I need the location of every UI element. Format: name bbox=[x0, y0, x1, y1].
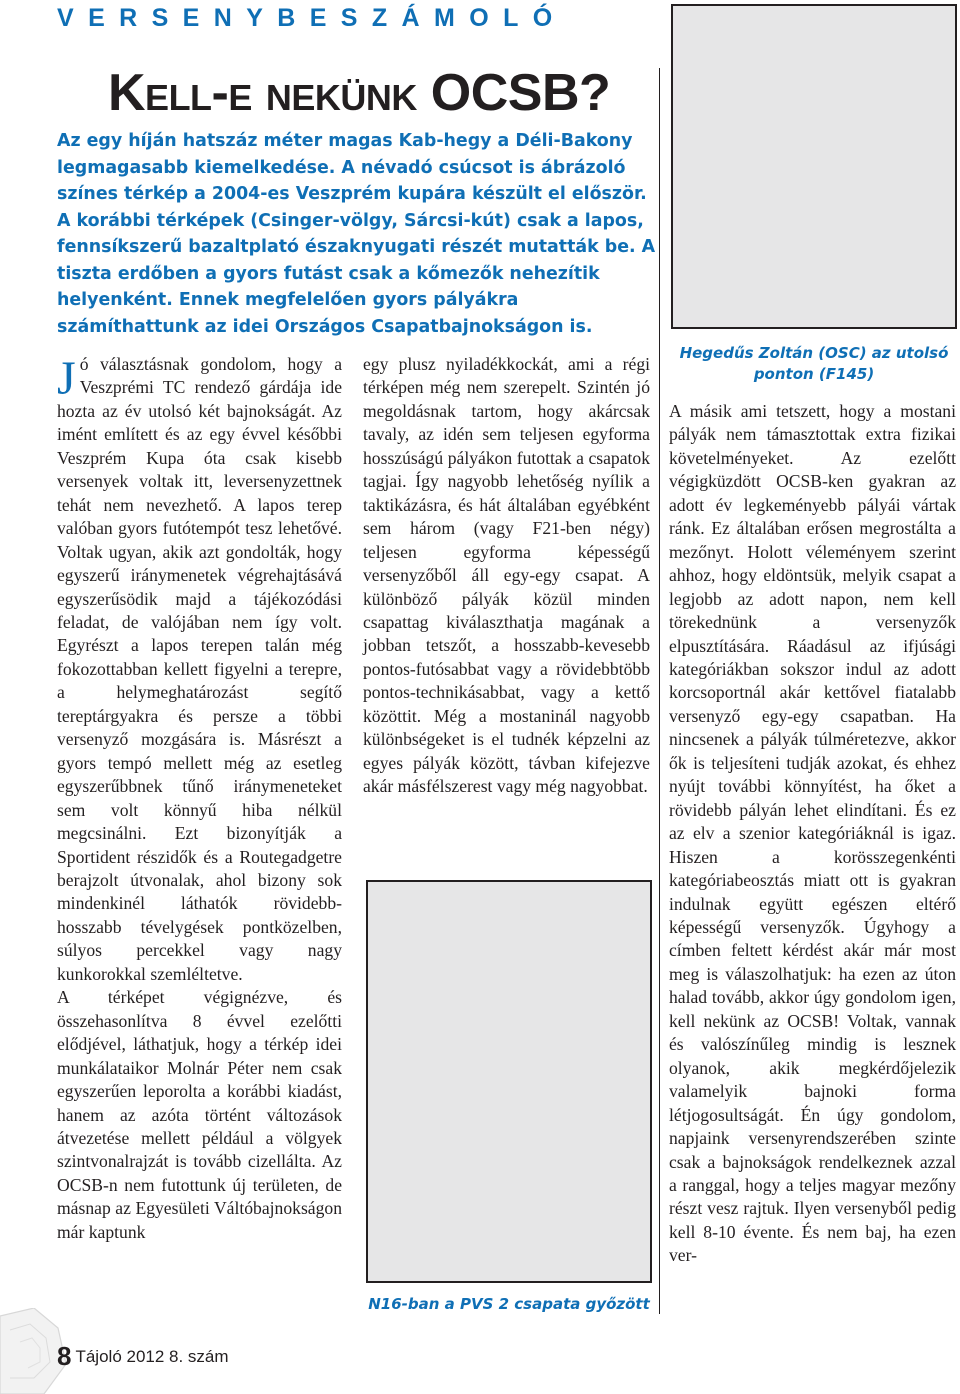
photo-hegedus bbox=[671, 4, 957, 329]
drop-cap: J bbox=[57, 352, 76, 405]
body-column-1 bbox=[57, 353, 342, 1244]
body-column-2 bbox=[363, 353, 650, 799]
photo-caption-top: Hegedűs Zoltán (OSC) az utolsó ponton (F145) bbox=[679, 344, 949, 383]
article-lead: Az egy híján hatszáz méter magas Kab-hegy a Déli-Bakony legmagasabb kiemelkedése. A névadó csúcsot is ábrázoló színes térkép a 2004-es Veszprém kupára készült el először. A korábbi térképek (Csinger-völgy, Sárcsi-kút) csak a lapos, fennsíkszerű bazaltplató északnyugati részét mutatták be. A tiszta erdőben a gyors futást csak a kőmezők nehezítik helyenként. Ennek megfelelően gyors pályákra számíthattunk az idei Országos Csapatbajnokságon is. bbox=[57, 131, 656, 337]
publication-name: Tájoló 2012 8. szám bbox=[75, 1346, 229, 1366]
column-divider bbox=[659, 68, 660, 1314]
body-text: ó választásnak gondolom, hogy a Veszprémi TC rendező gárdája ide hozta az év utolsó két bajnokságát. Az imént említett és az egy évvel későbbi Veszprém Kupa óta csak kisebb versenyek voltak itt, leversenyzettnek tehát nem nevezhető. A lapos terep valóban gyors futótempót tesz lehetővé. Voltak ugyan, akik azt gondolták, hogy egyszerű iránymenetek végrehajtásává egyszerűsödik majd a tájékozódási feladat, de valójában nem így volt. Egyrészt a lapos terepen talán még fokozottabban kellett figyelni a terepre, a helymeghatározást segítő tereptárgyakra és persze a többi versenyző mozgására is. Másrészt a gyors tempó mellett még az esetleg egyszerűbbnek tűnő iránymeneteket sem volt könnyű hiba nélkül megcsinálni. Ezt bizonyítják a Sportident részidők és a Routegadgetre berajzolt útvonalak, ahol bizony sok mindenkinél láthatók rövidebb-hosszabb tévelygések pontközelben, súlyos percekkel vagy nagy kunkorokkal szemléltetve. bbox=[57, 354, 342, 984]
body-column-3 bbox=[669, 400, 956, 1268]
photo-caption-middle: N16-ban a PVS 2 csapata győzött bbox=[368, 1295, 650, 1313]
body-paragraph: A másik ami tetszett, hogy a mostani pályák nem támasztottak extra fizikai követelményeket. Az ezelőtt végigküzdött OCSB-ken gyakran az adott év legkeményebb pályái vártak ránk. Ez általában erősen megrostálta a mezőnyt. Holott véleményem szerint ahhoz, hogy eldöntsük, melyik csapat a legjobb az adott napon, nem kell törekednünk a versenyzők elpusztítására. Ráadásul az ifjúsági kategóriákban sokszor indul az adott korcsoportnál akár kettővel fiatalabb versenyző egy-egy csapatban. Ha nincsenek a pályák túlméretezve, akkor ők is teljesíteni tudják azokat, és ehhez nyújt további könnyítést, ha őket a rövidebb pályán lehet elindítani. És ez az elv a szenior kategóriáknál is igaz. Hiszen a korösszegenkénti kategóriabeosztás miatt ott is gyakran indulnak együtt egészen eltérő képességű versenyzők. Úgyhogy a címben feltett kérdést akár már most meg is válaszolhatjuk: ha ezen az úton halad tovább, akkor úgy gondolom igen, kell nekünk az OCSB! Voltak, vannak és valószínűleg mindig is lesznek olyanok, akik megkérdőjelezik valamelyik bajnoki forma létjogosultságát. Én úgy gondolom, napjaink versenyrendszerében szinte csak a bajnokságok rendelkeznek azzal a ranggal, hogy a teljes magyar mezőny részt vesz rajtuk. Ilyen versenyből pedig kell 8-10 évente. És nem baj, ha ezen ver- bbox=[669, 401, 956, 1266]
section-label: VERSENYBESZÁMOLÓ bbox=[57, 4, 567, 32]
body-paragraph: A térképet végignézve, és összehasonlítva 8 évvel ezelőtti elődjével, láthatjuk, hogy a térkép idei munkálataikor Molnár Péter nem csak egyszerűen leporolta a korábbi kiadást, hanem az azóta történt változások átvezetése mellett például a völgyek szintvonalrajzát is tovább cizellálta. Az OCSB-n nem futottunk új területen, de másnap az Egyesületi Váltóbajnokságon már kaptunk bbox=[57, 987, 342, 1242]
article-headline: Kell-e nekünk OCSB? bbox=[108, 64, 611, 122]
page-number: 8 bbox=[57, 1341, 72, 1371]
photo-team-pvs bbox=[366, 880, 652, 1283]
body-paragraph: egy plusz nyiladékkockát, ami a régi térképen még nem szerepelt. Szintén jó megoldásnak tartom, hogy akárcsak tavaly, az idén sem teljesen egyforma hosszúságú pályákon futottak a csapatok tagjai. Így nagyobb lehetőség nyílik a taktikázásra, és hát általában egyébként sem három (vagy F21-ben négy) teljesen egyforma képességű versenyzőből áll egy-egy csapat. A különböző pályák közül minden csapattag kiválaszthatja magának a jobban tetszőt, a hosszabb-kevesebb pontos-futósabbat vagy a rövidebbtöbb pontos-technikásabbat, vagy a kettő közöttit. Még a mostaninál nagyobb különbségeket is el tudnék képzelni az egyes pályák között, távban kifejezve akár másfélszerest vagy még nagyobbat. bbox=[363, 354, 650, 797]
page-footer bbox=[57, 1341, 229, 1372]
body-paragraph bbox=[57, 353, 342, 986]
